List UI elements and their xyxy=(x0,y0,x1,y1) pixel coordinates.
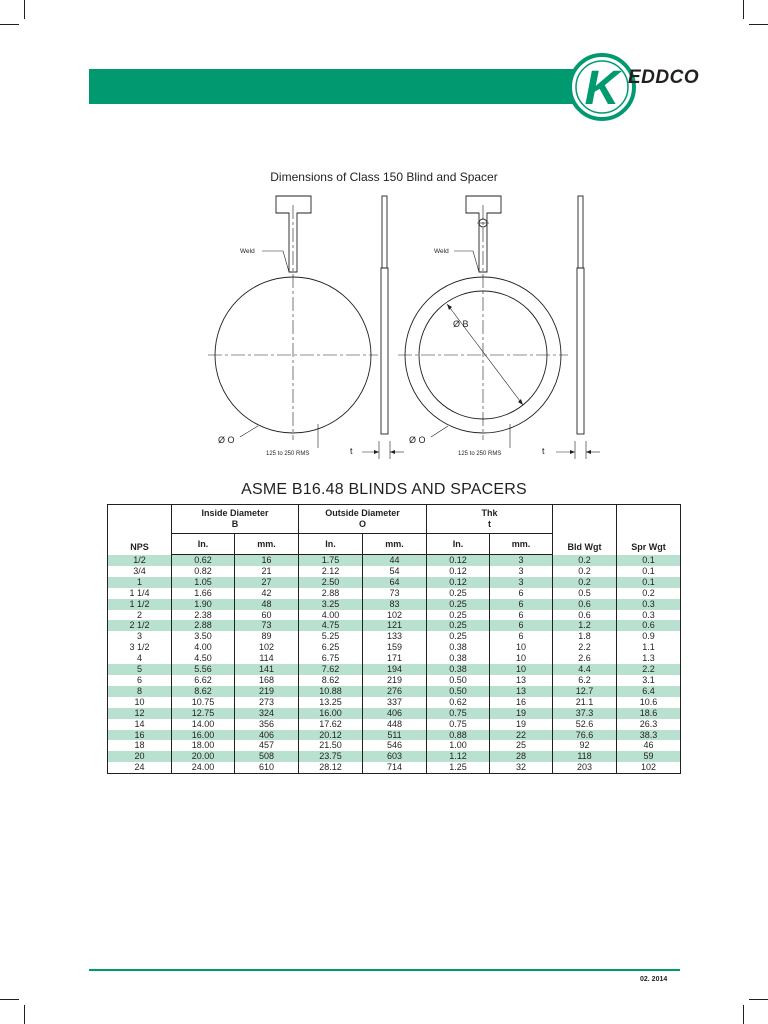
table-cell: 46 xyxy=(617,740,681,751)
table-cell: 32 xyxy=(490,762,553,773)
table-cell: 3.50 xyxy=(172,631,235,642)
table-cell: 0.2 xyxy=(553,577,617,588)
table-cell: 10 xyxy=(108,697,172,708)
table-cell: 38.3 xyxy=(617,730,681,741)
table-cell: 37.3 xyxy=(553,708,617,719)
table-cell: 24.00 xyxy=(172,762,235,773)
table-cell: 2.88 xyxy=(299,588,363,599)
table-cell: 3 xyxy=(490,577,553,588)
table-cell: 18.6 xyxy=(617,708,681,719)
table-cell: 610 xyxy=(235,762,299,773)
table-cell: 83 xyxy=(363,599,427,610)
table-cell: 20 xyxy=(108,751,172,762)
crop-mark xyxy=(743,1005,744,1024)
table-cell: 54 xyxy=(363,566,427,577)
table-cell: 6.2 xyxy=(553,675,617,686)
logo-letter: K xyxy=(584,62,620,115)
col-header-in: In. xyxy=(427,534,490,555)
table-cell: 52.6 xyxy=(553,719,617,730)
table-cell: 0.50 xyxy=(427,686,490,697)
table-cell: 0.88 xyxy=(427,730,490,741)
table-cell: 10.75 xyxy=(172,697,235,708)
col-header-spr-wgt: Spr Wgt xyxy=(617,505,681,555)
table-cell: 406 xyxy=(363,708,427,719)
table-cell: 0.62 xyxy=(172,555,235,566)
table-cell: 19 xyxy=(490,719,553,730)
table-cell: 64 xyxy=(363,577,427,588)
table-cell: 0.1 xyxy=(617,566,681,577)
table-cell: 4 xyxy=(108,653,172,664)
table-cell: 511 xyxy=(363,730,427,741)
table-cell: 6 xyxy=(490,631,553,642)
blind-side-view xyxy=(381,268,388,434)
table-cell: 0.75 xyxy=(427,719,490,730)
finish-label: 125 to 250 RMS xyxy=(458,451,502,457)
crop-mark xyxy=(0,999,19,1000)
table-cell: 2 1/2 xyxy=(108,620,172,631)
table-cell: 21.1 xyxy=(553,697,617,708)
table-cell: 19 xyxy=(490,708,553,719)
table-row xyxy=(108,664,681,675)
table-row xyxy=(108,762,681,773)
table-cell: 4.00 xyxy=(172,642,235,653)
col-header-in: In. xyxy=(299,534,363,555)
blind-spacer-drawing xyxy=(0,0,768,480)
table-cell: 0.1 xyxy=(617,577,681,588)
table-cell: 1.00 xyxy=(427,740,490,751)
table-cell: 1.12 xyxy=(427,751,490,762)
col-header-nps: NPS xyxy=(108,505,172,555)
table-cell: 2.2 xyxy=(617,664,681,675)
dia-b-label: Ø B xyxy=(453,319,469,329)
table-cell: 0.62 xyxy=(427,697,490,708)
table-cell: 168 xyxy=(235,675,299,686)
table-cell: 10 xyxy=(490,642,553,653)
spacer-handle xyxy=(466,196,501,272)
table-cell: 13 xyxy=(490,675,553,686)
footer-rule xyxy=(89,969,680,971)
table-cell: 92 xyxy=(553,740,617,751)
table-cell: 23.75 xyxy=(299,751,363,762)
table-cell: 5.25 xyxy=(299,631,363,642)
table-cell: 16 xyxy=(490,697,553,708)
table-cell: 3 1/2 xyxy=(108,642,172,653)
table-cell: 0.12 xyxy=(427,566,490,577)
table-body xyxy=(108,555,681,774)
table-cell: 10.88 xyxy=(299,686,363,697)
table-cell: 1 1/4 xyxy=(108,588,172,599)
table-cell: 4.50 xyxy=(172,653,235,664)
table-cell: 1/2 xyxy=(108,555,172,566)
table-cell: 102 xyxy=(617,762,681,773)
table-cell: 6 xyxy=(108,675,172,686)
table-cell: 276 xyxy=(363,686,427,697)
weld-label: Weld xyxy=(240,248,255,255)
table-cell: 457 xyxy=(235,740,299,751)
table-row xyxy=(108,730,681,741)
table-cell: 4.00 xyxy=(299,610,363,621)
table-cell: 1.75 xyxy=(299,555,363,566)
table-cell: 118 xyxy=(553,751,617,762)
table-cell: 21.50 xyxy=(299,740,363,751)
table-cell: 20.12 xyxy=(299,730,363,741)
table-cell: 6 xyxy=(490,588,553,599)
table-cell: 18.00 xyxy=(172,740,235,751)
table-cell: 27 xyxy=(235,577,299,588)
table-cell: 1 xyxy=(108,577,172,588)
weld-leader xyxy=(262,251,289,272)
table-cell: 1.1 xyxy=(617,642,681,653)
table-cell: 42 xyxy=(235,588,299,599)
table-cell: 0.6 xyxy=(553,599,617,610)
table-cell: 603 xyxy=(363,751,427,762)
table-cell: 0.75 xyxy=(427,708,490,719)
crop-mark xyxy=(24,1005,25,1024)
table-cell: 12.7 xyxy=(553,686,617,697)
table-cell: 12 xyxy=(108,708,172,719)
table-cell: 3.25 xyxy=(299,599,363,610)
table-cell: 28 xyxy=(490,751,553,762)
col-header-bld-wgt: Bld Wgt xyxy=(553,505,617,555)
table-cell: 1.8 xyxy=(553,631,617,642)
table-cell: 76.6 xyxy=(553,730,617,741)
table-cell: 26.3 xyxy=(617,719,681,730)
dia-o-label: Ø O xyxy=(409,435,426,445)
table-cell: 406 xyxy=(235,730,299,741)
table-cell: 1.2 xyxy=(553,620,617,631)
table-cell: 6.4 xyxy=(617,686,681,697)
table-title: ASME B16.48 BLINDS AND SPACERS xyxy=(241,481,527,498)
dimensions-table xyxy=(107,504,681,774)
table-cell: 20.00 xyxy=(172,751,235,762)
table-row xyxy=(108,610,681,621)
table-cell: 273 xyxy=(235,697,299,708)
table-cell: 2.88 xyxy=(172,620,235,631)
table-cell: 16 xyxy=(235,555,299,566)
table-cell: 8.62 xyxy=(172,686,235,697)
table-cell: 0.12 xyxy=(427,577,490,588)
table-cell: 0.6 xyxy=(617,620,681,631)
table-cell: 16.00 xyxy=(172,730,235,741)
table-cell: 14 xyxy=(108,719,172,730)
table-cell: 2 xyxy=(108,610,172,621)
thk-label: t xyxy=(542,446,545,456)
table-cell: 6.25 xyxy=(299,642,363,653)
table-row xyxy=(108,566,681,577)
table-row xyxy=(108,719,681,730)
weld-leader xyxy=(454,251,479,272)
table-cell: 5.56 xyxy=(172,664,235,675)
col-header-mm: mm. xyxy=(235,534,299,555)
table-cell: 219 xyxy=(363,675,427,686)
table-row xyxy=(108,642,681,653)
table-cell: 0.50 xyxy=(427,675,490,686)
table-cell: 3 xyxy=(490,566,553,577)
table-cell: 1.90 xyxy=(172,599,235,610)
table-cell: 0.38 xyxy=(427,664,490,675)
table-row xyxy=(108,577,681,588)
thk-label: t xyxy=(350,446,353,456)
finish-label: 125 to 250 RMS xyxy=(266,451,310,457)
table-cell: 7.62 xyxy=(299,664,363,675)
table-cell: 714 xyxy=(363,762,427,773)
dia-leader xyxy=(240,426,258,437)
table-cell: 0.3 xyxy=(617,599,681,610)
group-header-outside: Outside Diameter O xyxy=(299,505,427,534)
table-cell: 0.38 xyxy=(427,653,490,664)
table-cell: 1 1/2 xyxy=(108,599,172,610)
table-cell: 102 xyxy=(235,642,299,653)
table-cell: 25 xyxy=(490,740,553,751)
table-cell: 194 xyxy=(363,664,427,675)
spacer-side-tab xyxy=(578,196,583,268)
table-cell: 448 xyxy=(363,719,427,730)
table-row xyxy=(108,599,681,610)
table-cell: 8.62 xyxy=(299,675,363,686)
blind-side-tab xyxy=(382,196,387,268)
table-cell: 0.25 xyxy=(427,620,490,631)
table-row xyxy=(108,686,681,697)
table-cell: 2.6 xyxy=(553,653,617,664)
spacer-side-view xyxy=(577,268,584,434)
group-header-thk: Thk t xyxy=(427,505,553,534)
table-cell: 0.9 xyxy=(617,631,681,642)
table-cell: 6.62 xyxy=(172,675,235,686)
table-cell: 1.3 xyxy=(617,653,681,664)
table-cell: 0.6 xyxy=(553,610,617,621)
table-cell: 10 xyxy=(490,664,553,675)
table-row xyxy=(108,697,681,708)
table-cell: 356 xyxy=(235,719,299,730)
table-cell: 203 xyxy=(553,762,617,773)
table-cell: 44 xyxy=(363,555,427,566)
dia-o-label: Ø O xyxy=(218,435,235,445)
table-cell: 4.4 xyxy=(553,664,617,675)
table-cell: 0.2 xyxy=(553,555,617,566)
table-row xyxy=(108,708,681,719)
group-header-inside: Inside Diameter B xyxy=(172,505,299,534)
table-cell: 73 xyxy=(235,620,299,631)
col-header-mm: mm. xyxy=(363,534,427,555)
table-cell: 0.25 xyxy=(427,599,490,610)
weld-label: Weld xyxy=(434,248,449,255)
table-cell: 133 xyxy=(363,631,427,642)
table-cell: 14.00 xyxy=(172,719,235,730)
table-cell: 22 xyxy=(490,730,553,741)
col-header-mm: mm. xyxy=(490,534,553,555)
table-cell: 24 xyxy=(108,762,172,773)
table-cell: 48 xyxy=(235,599,299,610)
table-cell: 0.38 xyxy=(427,642,490,653)
table-row xyxy=(108,740,681,751)
table-cell: 2.2 xyxy=(553,642,617,653)
table-cell: 0.5 xyxy=(553,588,617,599)
table-cell: 1.25 xyxy=(427,762,490,773)
table-cell: 508 xyxy=(235,751,299,762)
table-cell: 8 xyxy=(108,686,172,697)
table-cell: 141 xyxy=(235,664,299,675)
table-cell: 1.66 xyxy=(172,588,235,599)
table-cell: 3/4 xyxy=(108,566,172,577)
table-cell: 13 xyxy=(490,686,553,697)
table-cell: 2.50 xyxy=(299,577,363,588)
table-cell: 10 xyxy=(490,653,553,664)
table-cell: 73 xyxy=(363,588,427,599)
table-cell: 171 xyxy=(363,653,427,664)
table-cell: 0.25 xyxy=(427,610,490,621)
table-cell: 3 xyxy=(108,631,172,642)
table-row xyxy=(108,631,681,642)
table-cell: 0.2 xyxy=(553,566,617,577)
blind-handle xyxy=(276,196,311,272)
table-cell: 89 xyxy=(235,631,299,642)
table-cell: 0.12 xyxy=(427,555,490,566)
table-cell: 59 xyxy=(617,751,681,762)
table-cell: 2.12 xyxy=(299,566,363,577)
table-cell: 0.25 xyxy=(427,588,490,599)
table-cell: 1.05 xyxy=(172,577,235,588)
table-cell: 6.75 xyxy=(299,653,363,664)
table-cell: 121 xyxy=(363,620,427,631)
table-row xyxy=(108,620,681,631)
table-row xyxy=(108,675,681,686)
drawing-title: Dimensions of Class 150 Blind and Spacer xyxy=(270,170,498,184)
table-cell: 0.25 xyxy=(427,631,490,642)
table-cell: 324 xyxy=(235,708,299,719)
table-row xyxy=(108,555,681,566)
table-cell: 4.75 xyxy=(299,620,363,631)
table-cell: 6 xyxy=(490,610,553,621)
table-cell: 12.75 xyxy=(172,708,235,719)
table-cell: 0.1 xyxy=(617,555,681,566)
table-cell: 17.62 xyxy=(299,719,363,730)
table-cell: 546 xyxy=(363,740,427,751)
table-row xyxy=(108,588,681,599)
table-cell: 10.6 xyxy=(617,697,681,708)
table-cell: 0.3 xyxy=(617,610,681,621)
col-header-in: In. xyxy=(172,534,235,555)
table-cell: 114 xyxy=(235,653,299,664)
dia-leader xyxy=(431,426,448,437)
table-cell: 6 xyxy=(490,599,553,610)
table-cell: 5 xyxy=(108,664,172,675)
table-cell: 18 xyxy=(108,740,172,751)
table-cell: 219 xyxy=(235,686,299,697)
table-cell: 21 xyxy=(235,566,299,577)
table-cell: 3 xyxy=(490,555,553,566)
table-cell: 28.12 xyxy=(299,762,363,773)
table-row xyxy=(108,751,681,762)
table-cell: 159 xyxy=(363,642,427,653)
logo-wordmark: EDDCO xyxy=(628,67,700,88)
table-cell: 337 xyxy=(363,697,427,708)
table-row xyxy=(108,653,681,664)
table-cell: 0.82 xyxy=(172,566,235,577)
footer-date: 02. 2014 xyxy=(640,976,668,983)
table-cell: 102 xyxy=(363,610,427,621)
table-cell: 0.2 xyxy=(617,588,681,599)
table-cell: 2.38 xyxy=(172,610,235,621)
table-cell: 6 xyxy=(490,620,553,631)
table-cell: 16.00 xyxy=(299,708,363,719)
crop-mark xyxy=(749,999,768,1000)
table-cell: 13.25 xyxy=(299,697,363,708)
table-cell: 60 xyxy=(235,610,299,621)
table-cell: 16 xyxy=(108,730,172,741)
table-cell: 3.1 xyxy=(617,675,681,686)
